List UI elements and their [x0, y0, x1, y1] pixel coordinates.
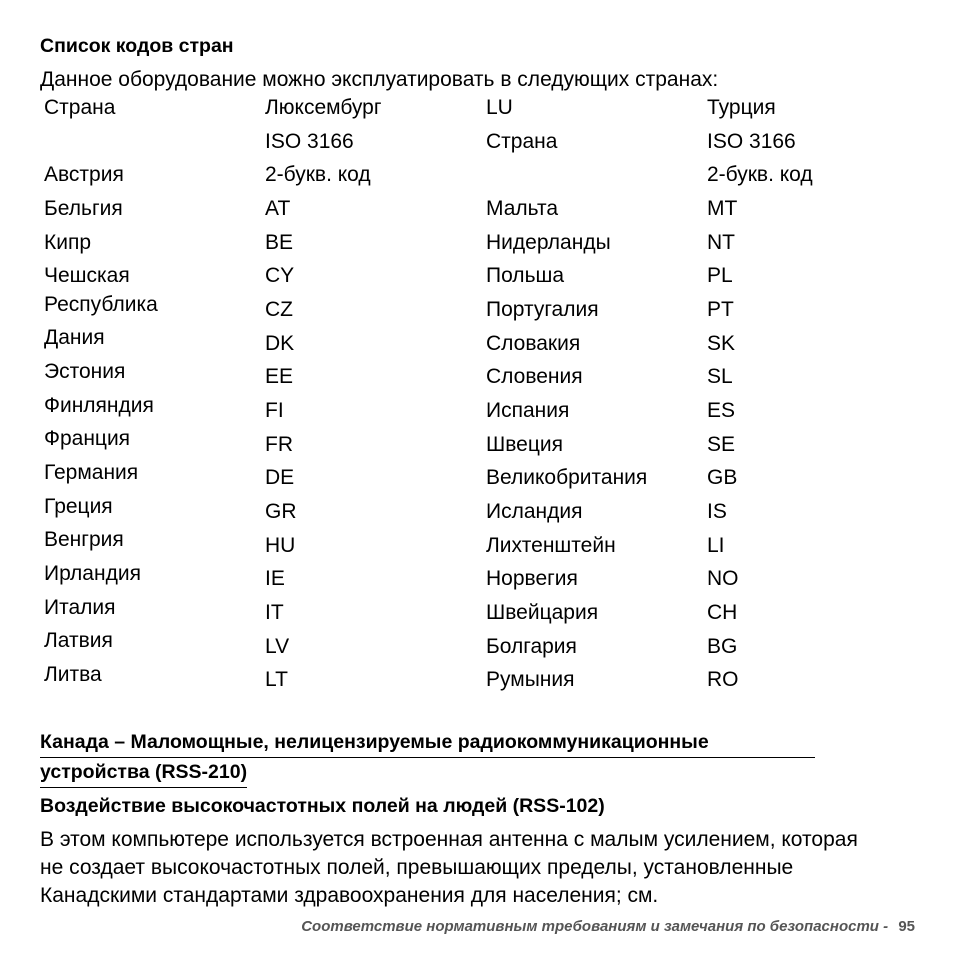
left-country: Бельгия	[44, 197, 123, 220]
left-code: EE	[265, 365, 294, 388]
left-country: Австрия	[44, 163, 124, 186]
left-code: DE	[265, 466, 295, 489]
left-country: Франция	[44, 427, 131, 450]
canada-heading-line2: устройства (RSS-210)	[40, 758, 247, 788]
right-code: BG	[707, 635, 738, 658]
right-code: RO	[707, 668, 739, 691]
right-code: SK	[707, 332, 736, 355]
left-code: GR	[265, 500, 297, 523]
right-code: GB	[707, 466, 738, 489]
left-country: Чешская	[44, 264, 130, 287]
right-code: NT	[707, 231, 735, 254]
canada-heading-line1: Канада – Маломощные, нелицензируемые радиокоммуникационные	[40, 728, 815, 758]
canada-heading	[40, 728, 815, 788]
intro-text: Данное оборудование можно эксплуатировать в следующих странах:	[40, 68, 719, 91]
rf-heading: Воздействие высокочастотных полей на людей (RSS-102)	[40, 795, 605, 817]
left-country: Латвия	[44, 629, 113, 652]
left-code: IE	[265, 567, 285, 590]
right-country: Швеция	[486, 433, 563, 456]
right-code: MT	[707, 197, 738, 220]
left-code: AT	[265, 197, 291, 220]
left-code: FI	[265, 399, 284, 422]
col2-header-1: Люксембург	[265, 96, 382, 119]
right-code: IS	[707, 500, 727, 523]
left-code: CZ	[265, 298, 293, 321]
left-country: Венгрия	[44, 528, 124, 551]
col3-header-2: Страна	[486, 130, 558, 153]
right-country: Болгария	[486, 635, 577, 658]
right-country: Румыния	[486, 668, 575, 691]
right-country: Лихтенштейн	[486, 534, 616, 557]
left-code: BE	[265, 231, 294, 254]
left-code: IT	[265, 601, 284, 624]
col2-header-2: ISO 3166	[265, 130, 354, 153]
left-code: CY	[265, 264, 295, 287]
right-code: NO	[707, 567, 739, 590]
right-code: SL	[707, 365, 733, 388]
col1-header-1: Страна	[44, 96, 116, 119]
rf-body-line: Канадскими стандартами здравоохранения для населения; см.	[40, 884, 659, 907]
rf-body-line: не создает высокочастотных полей, превышающих пределы, установленные	[40, 856, 794, 879]
left-country: Дания	[44, 326, 105, 349]
page-footer	[301, 918, 915, 935]
col2-header-3: 2-букв. код	[265, 163, 371, 186]
col4-header-2: ISO 3166	[707, 130, 796, 153]
left-country: Кипр	[44, 231, 92, 254]
left-country: Литва	[44, 663, 102, 686]
left-country: Эстония	[44, 360, 126, 383]
left-country: Греция	[44, 495, 113, 518]
footer-text: Соответствие нормативным требованиям и замечания по безопасности -	[301, 918, 889, 935]
col4-header-1: Турция	[707, 96, 776, 119]
left-code: FR	[265, 433, 293, 456]
col4-header-3: 2-букв. код	[707, 163, 813, 186]
right-country: Португалия	[486, 298, 599, 321]
left-country: Германия	[44, 461, 139, 484]
right-code: PL	[707, 264, 733, 287]
right-code: SE	[707, 433, 736, 456]
right-code: LI	[707, 534, 725, 557]
right-code: CH	[707, 601, 738, 624]
right-code: ES	[707, 399, 736, 422]
left-country: Ирландия	[44, 562, 141, 585]
right-code: PT	[707, 298, 734, 321]
left-country: Италия	[44, 596, 116, 619]
right-country: Швейцария	[486, 601, 599, 624]
col3-header-1: LU	[486, 96, 513, 119]
right-country: Польша	[486, 264, 565, 287]
right-country: Словения	[486, 365, 583, 388]
left-code: HU	[265, 534, 296, 557]
right-country: Исландия	[486, 500, 583, 523]
right-country: Словакия	[486, 332, 581, 355]
left-country: Финляндия	[44, 394, 154, 417]
left-code: LV	[265, 635, 290, 658]
right-country: Мальта	[486, 197, 559, 220]
right-country: Нидерланды	[486, 231, 611, 254]
left-country: Республика	[44, 293, 158, 316]
page-number: 95	[898, 918, 915, 935]
left-code: LT	[265, 668, 288, 691]
right-country: Великобритания	[486, 466, 648, 489]
right-country: Испания	[486, 399, 570, 422]
section-title: Список кодов стран	[40, 35, 234, 57]
rf-body-line: В этом компьютере используется встроенная антенна с малым усилением, которая	[40, 828, 858, 851]
rf-body	[40, 826, 858, 910]
right-country: Норвегия	[486, 567, 578, 590]
left-code: DK	[265, 332, 295, 355]
